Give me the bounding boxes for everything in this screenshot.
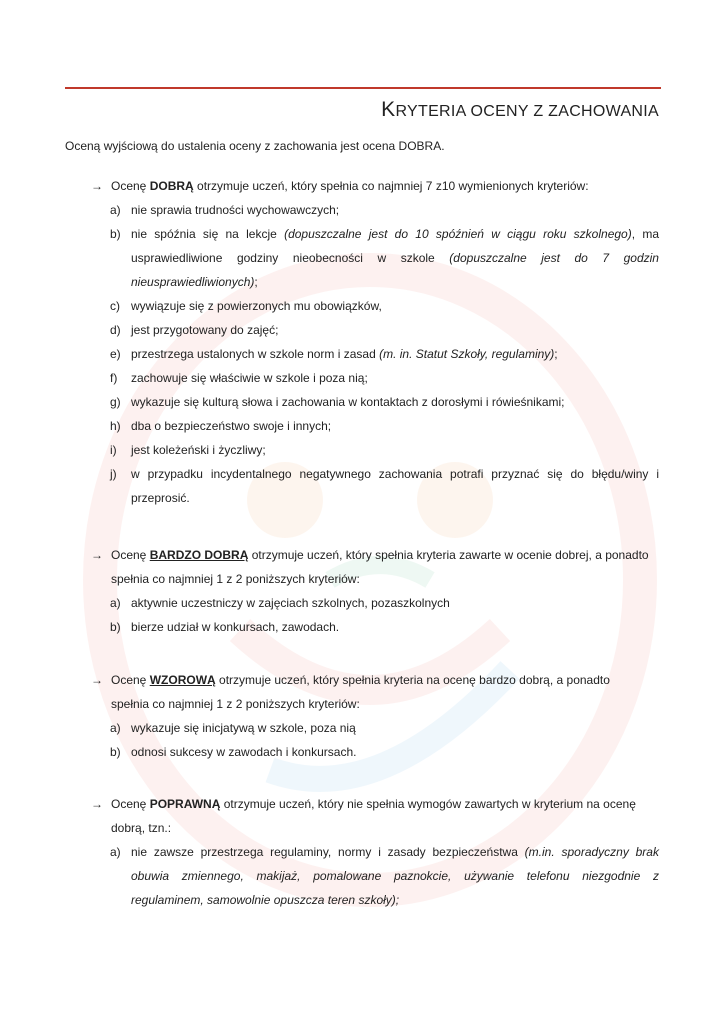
list-item: [65, 840, 659, 912]
section-lead: [65, 668, 659, 716]
list-item-text: [131, 366, 659, 390]
list-item-text: [131, 740, 659, 764]
criteria-list: [65, 198, 659, 510]
list-marker: i): [110, 443, 117, 457]
list-item: [65, 591, 659, 615]
list-item: [65, 615, 659, 639]
list-item-text: [131, 414, 659, 438]
grade-label: BARDZO DOBRĄ: [149, 548, 249, 562]
section-bardzo-dobra: [65, 543, 659, 639]
item-text: jest przygotowany do zajęć;: [131, 323, 279, 337]
arrow-icon: →: [91, 179, 103, 193]
page-title-initial: K: [381, 98, 396, 121]
list-marker: e): [110, 347, 121, 361]
section-lead: [65, 792, 659, 840]
list-item-text: [131, 840, 659, 912]
lead-prefix: Ocenę: [111, 797, 150, 811]
section-dobra: [65, 174, 659, 510]
list-item: [65, 414, 659, 438]
item-text: zachowuje się właściwie w szkole i poza nią;: [131, 371, 368, 385]
item-text: odnosi sukcesy w zawodach i konkursach.: [131, 745, 357, 759]
list-marker: a): [110, 721, 121, 735]
list-item: [65, 462, 659, 510]
list-item-text: [131, 390, 659, 414]
intro-text: Oceną wyjściową do ustalenia oceny z zachowania jest ocena DOBRA.: [65, 139, 445, 153]
item-text: wywiązuje się z powierzonych mu obowiązków,: [131, 299, 382, 313]
section-lead-text: [111, 668, 659, 716]
list-item-text: [131, 318, 659, 342]
arrow-icon: →: [91, 673, 103, 687]
list-item: [65, 366, 659, 390]
list-item: [65, 222, 659, 294]
list-marker: b): [110, 745, 121, 759]
item-note: (dopuszczalne jest do 10 spóźnień w ciągu roku szkolnego): [284, 227, 632, 241]
item-text: w przypadku incydentalnego negatywnego zachowania potrafi przyznać się do błędu/winy i przeprosić.: [131, 467, 659, 505]
criteria-list: [65, 591, 659, 639]
page-title-rest: RYTERIA OCENY Z ZACHOWANIA: [395, 103, 659, 120]
lead-continuation: spełnia co najmniej 1 z 2 poniższych kryteriów:: [111, 697, 360, 711]
list-item: [65, 342, 659, 366]
lead-suffix: otrzymuje uczeń, który nie spełnia wymogów zawartych w kryterium na ocenę: [220, 797, 636, 811]
item-text: jest koleżeński i życzliwy;: [131, 443, 266, 457]
criteria-list: [65, 716, 659, 764]
grade-label: POPRAWNĄ: [149, 797, 221, 811]
item-text: nie spóźnia się na lekcje: [131, 227, 285, 241]
lead-suffix: otrzymuje uczeń, który spełnia kryteria zawarte w ocenie dobrej, a ponadto: [248, 548, 649, 562]
section-wzorowa: [65, 668, 659, 764]
item-text: nie zawsze przestrzega regulaminy, normy i zasady bezpieczeństwa: [131, 845, 525, 859]
list-marker: d): [110, 323, 121, 337]
list-item-text: [131, 716, 659, 740]
list-item: [65, 198, 659, 222]
item-note: (m.in. sporadyczny brak obuwia zmiennego, makijaż, pomalowane paznokcie, używanie telefonu niezgodnie z regulaminem, samowolnie opuszcza teren szkoły);: [131, 845, 659, 907]
grade-label: DOBRĄ: [149, 179, 194, 193]
item-note: (dopuszczalne jest do 7 godzin nieusprawiedliwionych): [131, 251, 659, 289]
arrow-icon: →: [91, 797, 103, 811]
item-text: ;: [554, 347, 558, 361]
lead-prefix: Ocenę: [111, 179, 150, 193]
list-marker: h): [110, 419, 121, 433]
criteria-list: [65, 840, 659, 912]
page-title: [381, 98, 659, 124]
list-marker: c): [110, 299, 120, 313]
section-lead-text: [111, 174, 659, 198]
item-text: wykazuje się inicjatywą w szkole, poza nią: [131, 721, 356, 735]
section-lead-text: [111, 543, 659, 591]
list-marker: a): [110, 596, 121, 610]
list-marker: f): [110, 371, 118, 385]
lead-suffix: otrzymuje uczeń, który spełnia co najmniej 7 z10 wymienionych kryteriów:: [193, 179, 589, 193]
list-marker: a): [110, 203, 121, 217]
item-text: nie sprawia trudności wychowawczych;: [131, 203, 340, 217]
list-item: [65, 294, 659, 318]
list-marker: b): [110, 620, 121, 634]
list-marker: g): [110, 395, 121, 409]
list-item: [65, 740, 659, 764]
lead-prefix: Ocenę: [111, 548, 150, 562]
section-lead: [65, 174, 659, 198]
list-item-text: [131, 222, 659, 294]
list-item: [65, 438, 659, 462]
item-text: aktywnie uczestniczy w zajęciach szkolnych, pozaszkolnych: [131, 596, 450, 610]
grade-label: WZOROWĄ: [149, 673, 216, 687]
item-text: dba o bezpieczeństwo swoje i innych;: [131, 419, 332, 433]
list-item-text: [131, 198, 659, 222]
section-lead-text: [111, 792, 659, 840]
list-item: [65, 318, 659, 342]
section-poprawna: [65, 792, 659, 912]
item-text: ;: [254, 275, 258, 289]
lead-suffix: otrzymuje uczeń, który spełnia kryteria na ocenę bardzo dobrą, a ponadto: [215, 673, 610, 687]
item-text: wykazuje się kulturą słowa i zachowania w kontaktach z dorosłymi i rówieśnikami;: [131, 395, 565, 409]
lead-continuation: dobrą, tzn.:: [111, 821, 172, 835]
list-marker: j): [110, 467, 117, 481]
item-note: (m. in. Statut Szkoły, regulaminy): [379, 347, 555, 361]
list-marker: b): [110, 227, 121, 241]
list-item-text: [131, 342, 659, 366]
list-item-text: [131, 615, 659, 639]
list-item-text: [131, 294, 659, 318]
item-text: przestrzega ustalonych w szkole norm i zasad: [131, 347, 380, 361]
list-item: [65, 716, 659, 740]
arrow-icon: →: [91, 548, 103, 562]
section-lead: [65, 543, 659, 591]
list-item: [65, 390, 659, 414]
list-item-text: [131, 591, 659, 615]
lead-prefix: Ocenę: [111, 673, 150, 687]
list-item-text: [131, 462, 659, 510]
item-text: bierze udział w konkursach, zawodach.: [131, 620, 340, 634]
lead-continuation: spełnia co najmniej 1 z 2 poniższych kryteriów:: [111, 572, 360, 586]
list-marker: a): [110, 845, 121, 859]
list-item-text: [131, 438, 659, 462]
item-text: , ma usprawiedliwione godziny nieobecności w szkole: [131, 227, 659, 265]
header-rule: [65, 87, 661, 89]
